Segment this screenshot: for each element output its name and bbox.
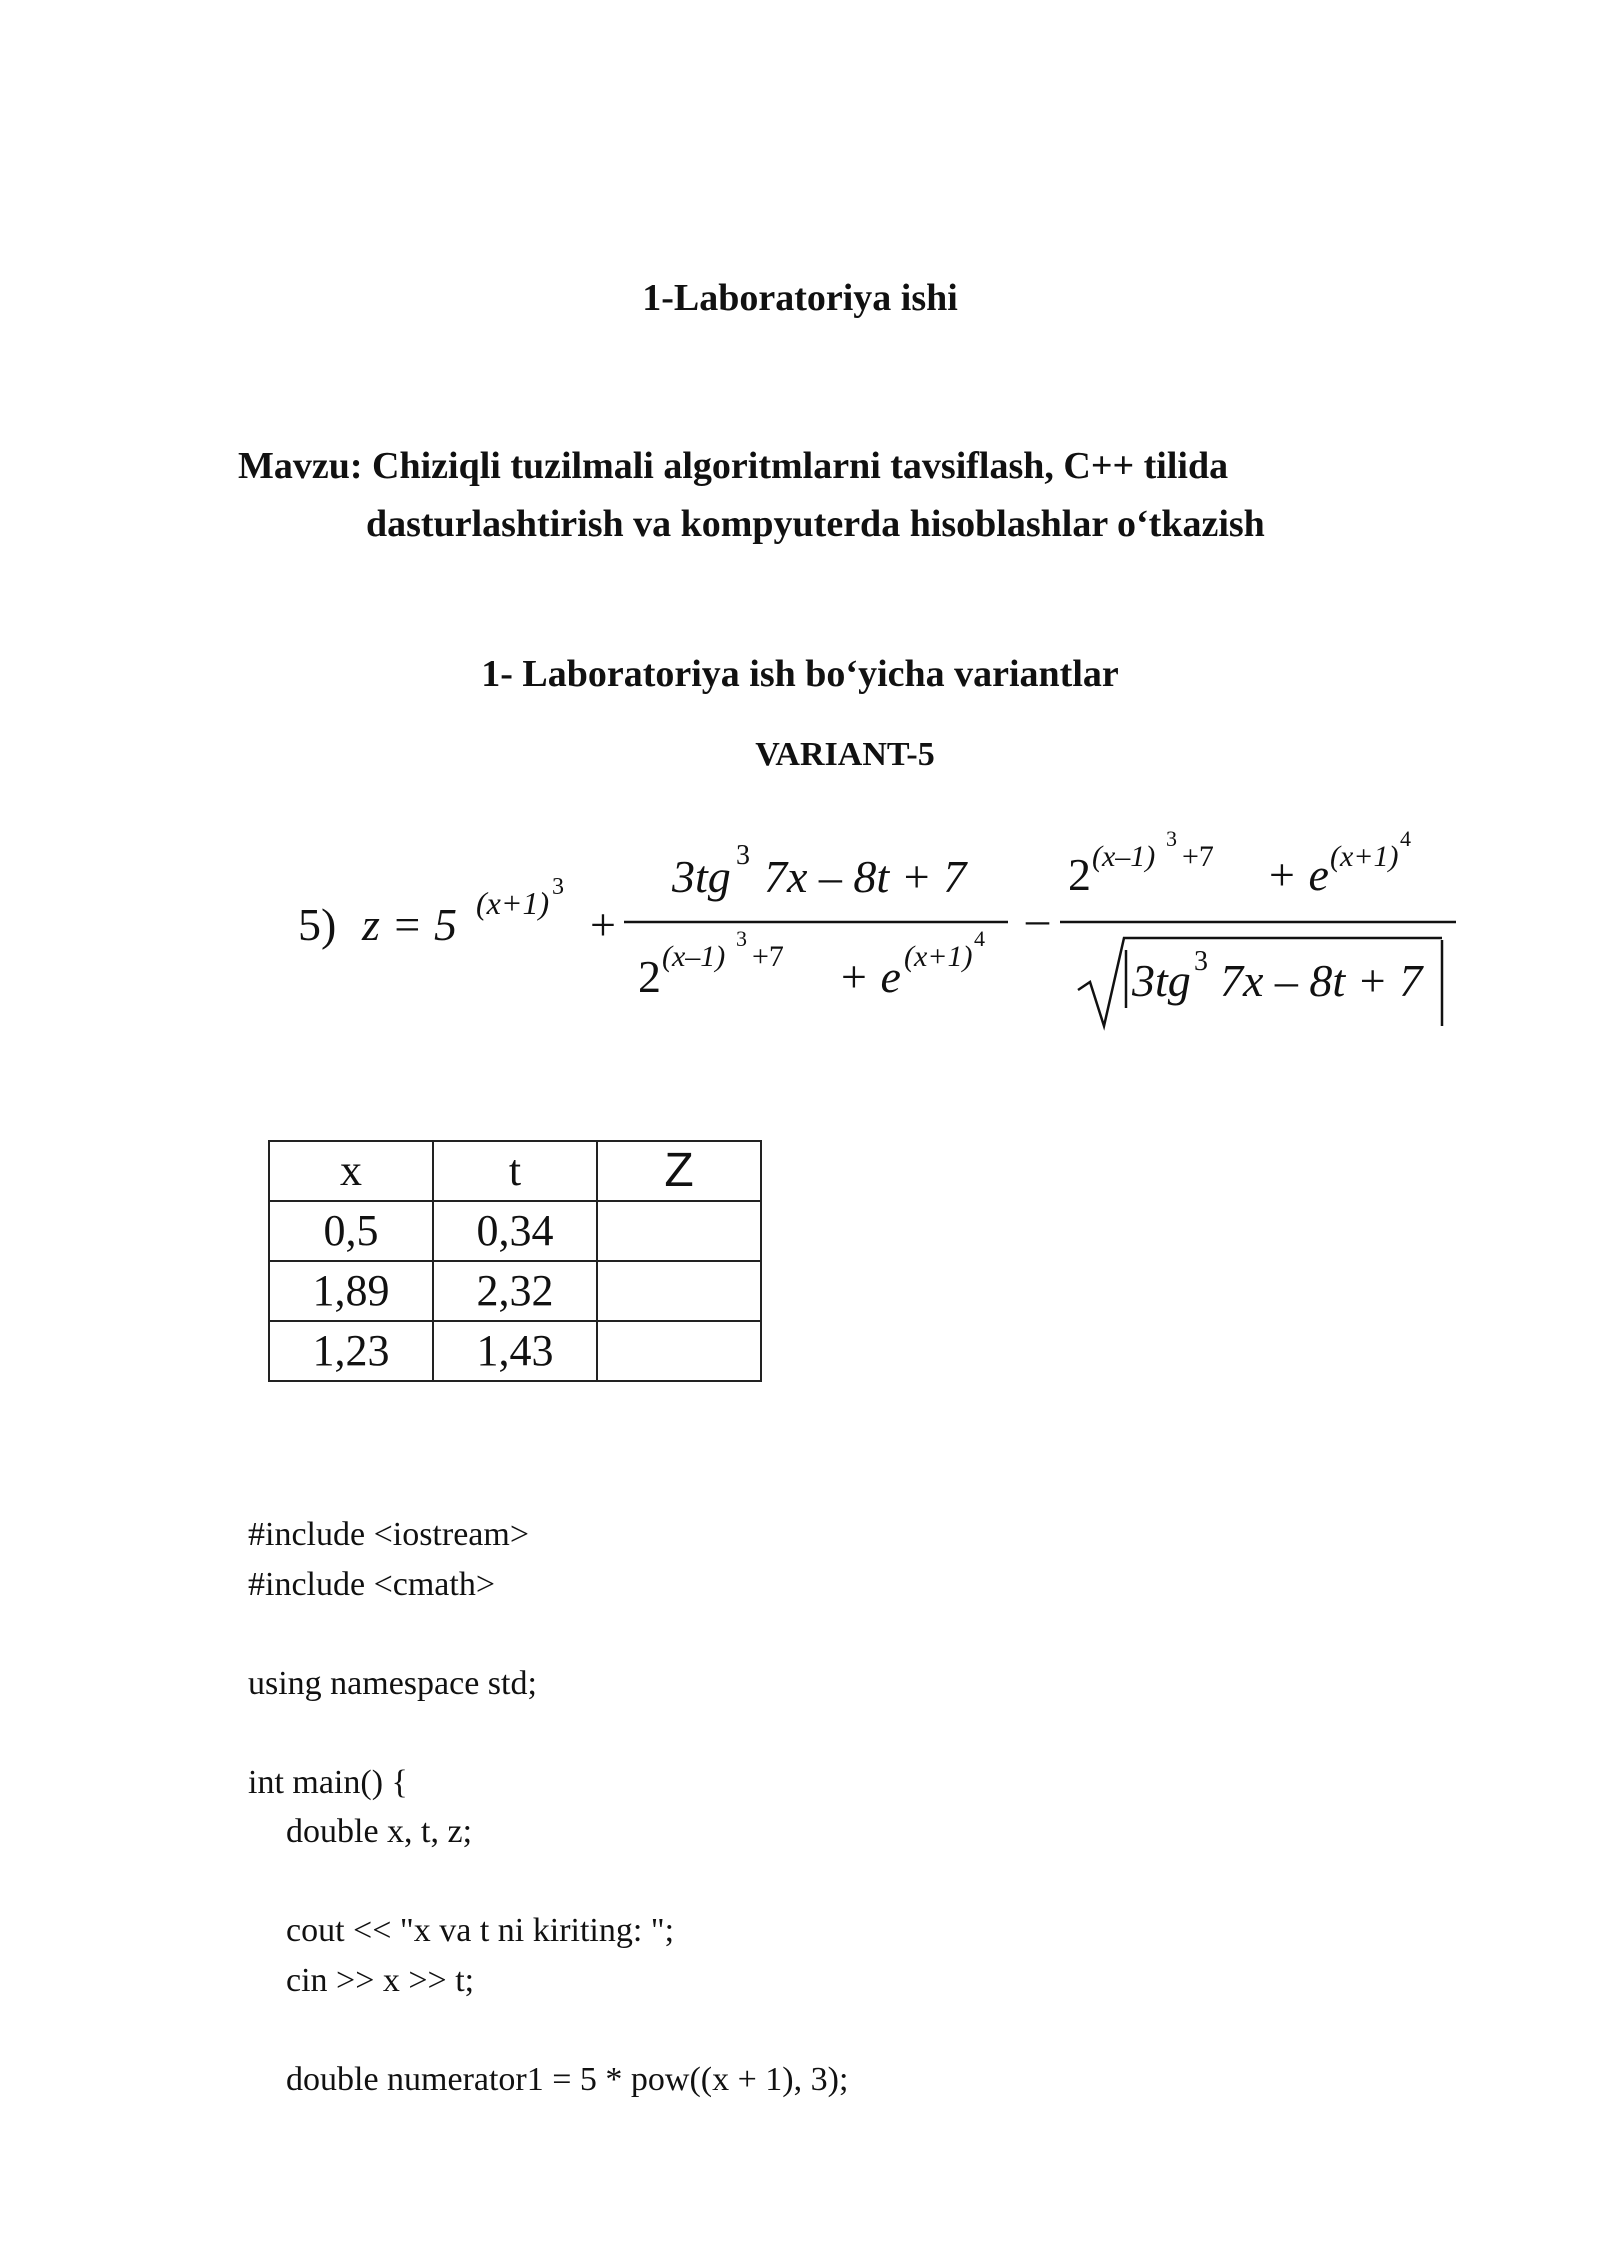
fraction1-den-exp: (x–1) bbox=[662, 940, 726, 973]
cell-t: 2,32 bbox=[433, 1261, 597, 1321]
formula-minus: – bbox=[1026, 893, 1049, 944]
topic-line-2: dasturlashtirish va kompyuterda hisoblashlar o‘tkazish bbox=[366, 503, 1265, 545]
code-line: int main() { bbox=[248, 1763, 408, 1801]
fraction1-num-a: 3tg bbox=[672, 851, 731, 902]
code-line bbox=[248, 1708, 848, 1758]
variants-heading: 1- Laboratoriya ish bo‘yicha variantlar bbox=[481, 653, 1119, 695]
variant-label: VARIANT-5 bbox=[755, 736, 935, 773]
sqrt-a: 3tg bbox=[1132, 955, 1191, 1006]
fraction1-den-e-exp: (x+1) bbox=[904, 940, 973, 973]
header-x: x bbox=[269, 1141, 433, 1201]
code-line: double numerator1 = 5 * pow((x + 1), 3); bbox=[286, 2060, 849, 2098]
fraction2-num-base: 2 bbox=[1068, 849, 1091, 900]
fraction1-den-plus-e: + e bbox=[838, 951, 901, 1002]
fraction1-den-base: 2 bbox=[638, 951, 661, 1002]
fraction2-num-e-pow: 4 bbox=[1400, 830, 1411, 851]
fraction2-num-exp-tail: +7 bbox=[1182, 840, 1214, 873]
sqrt-a-pow: 3 bbox=[1194, 946, 1208, 977]
fraction2-num-e-exp: (x+1) bbox=[1330, 840, 1399, 873]
code-line: cin >> x >> t; bbox=[286, 1961, 475, 1999]
code-line bbox=[248, 2005, 848, 2055]
page-title: 1-Laboratoriya ishi bbox=[642, 277, 958, 319]
cell-x: 1,23 bbox=[269, 1321, 433, 1381]
formula-number: 5) bbox=[298, 899, 337, 950]
header-t: t bbox=[433, 1141, 597, 1201]
table-row bbox=[269, 1201, 761, 1261]
header-z: Z bbox=[597, 1141, 761, 1201]
formula-lhs: z = 5 bbox=[362, 899, 457, 950]
sqrt-b: 7x – 8t + 7 bbox=[1220, 955, 1423, 1006]
fraction2-num-exp: (x–1) bbox=[1092, 840, 1156, 873]
fraction2-num-exp-pow: 3 bbox=[1166, 830, 1177, 851]
cell-z bbox=[597, 1261, 761, 1321]
cell-x: 0,5 bbox=[269, 1201, 433, 1261]
fraction1-den-e-pow: 4 bbox=[974, 926, 985, 951]
code-line: #include <cmath> bbox=[248, 1565, 495, 1603]
table-row bbox=[269, 1321, 761, 1381]
fraction1-num-a-pow: 3 bbox=[736, 840, 750, 871]
code-line bbox=[248, 1857, 848, 1907]
fraction2-num-plus-e: + e bbox=[1266, 849, 1329, 900]
code-line: #include <iostream> bbox=[248, 1516, 529, 1553]
formula-exp1-pow: 3 bbox=[552, 874, 564, 900]
code-line: cout << "x va t ni kiriting: "; bbox=[286, 1912, 675, 1949]
code-line: using namespace std; bbox=[248, 1664, 537, 1702]
cell-t: 1,43 bbox=[433, 1321, 597, 1381]
cell-z bbox=[597, 1321, 761, 1381]
cell-x: 1,89 bbox=[269, 1261, 433, 1321]
fraction1-den-exp-tail: +7 bbox=[752, 940, 784, 973]
code-line: double x, t, z; bbox=[286, 1813, 473, 1850]
cell-t: 0,34 bbox=[433, 1201, 597, 1261]
fraction1-num-b: 7x – 8t + 7 bbox=[764, 851, 967, 902]
formula-exp1: (x+1) bbox=[476, 885, 550, 921]
code-line bbox=[248, 1609, 848, 1659]
fraction1-den-exp-pow: 3 bbox=[736, 926, 747, 951]
formula-plus: + bbox=[590, 899, 616, 950]
topic-line-1: Mavzu: Chiziqli tuzilmali algoritmlarni tavsiflash, C++ tilida bbox=[238, 445, 1229, 487]
table-header-row bbox=[269, 1141, 761, 1201]
code-block bbox=[248, 1510, 848, 2104]
formula bbox=[290, 830, 1470, 1060]
values-table bbox=[268, 1140, 762, 1382]
table-row bbox=[269, 1261, 761, 1321]
cell-z bbox=[597, 1201, 761, 1261]
